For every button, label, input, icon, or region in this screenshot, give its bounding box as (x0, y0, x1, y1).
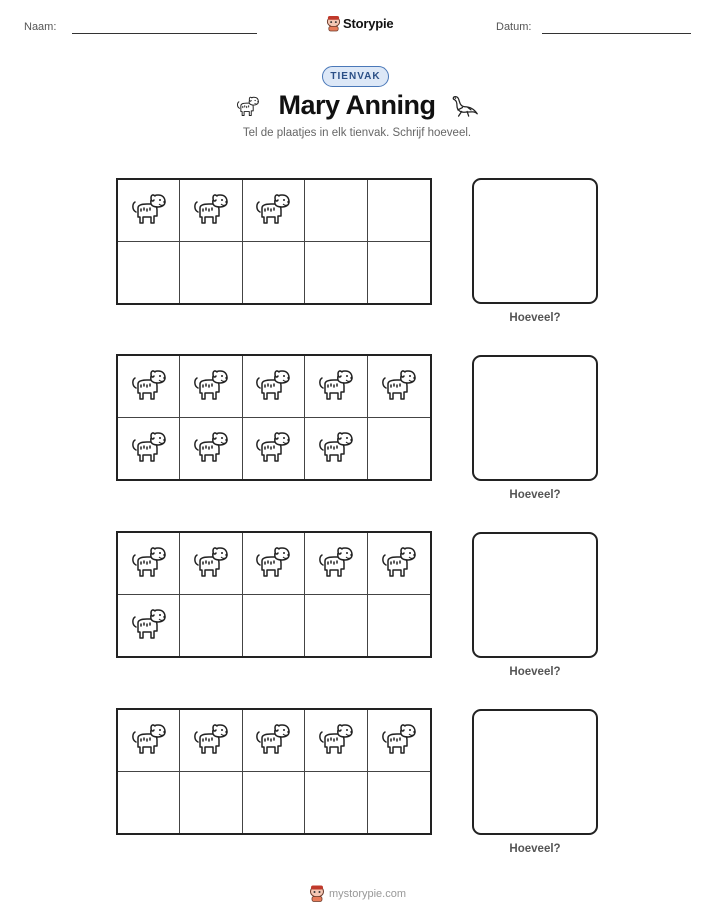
ten-frame-cell (305, 772, 367, 834)
ten-frame-cell (180, 356, 242, 418)
ten-frame-cell (180, 180, 242, 242)
dog-icon (379, 366, 419, 406)
ten-frame-cell (243, 533, 305, 595)
ten-frame-cell (368, 595, 430, 657)
ten-frame-cell (118, 772, 180, 834)
answer-box[interactable] (472, 178, 598, 304)
dog-icon (379, 543, 419, 583)
ten-frame-cell (368, 180, 430, 242)
answer-label: Hoeveel? (509, 489, 561, 501)
ten-frame-cell (118, 418, 180, 480)
storypie-logo-icon (309, 884, 325, 903)
ten-frame-cell (305, 242, 367, 304)
ten-frame-cell (180, 710, 242, 772)
answer-box[interactable] (472, 709, 598, 835)
dog-icon (191, 720, 231, 760)
dog-icon (316, 366, 356, 406)
dog-icon (129, 605, 169, 645)
ten-frame-cell (118, 595, 180, 657)
footer (309, 884, 406, 903)
ten-frame (116, 354, 432, 481)
date-label: Datum: (496, 21, 532, 33)
dog-icon (316, 428, 356, 468)
dog-icon (316, 543, 356, 583)
ten-frame-cell (305, 356, 367, 418)
dog-icon (191, 543, 231, 583)
dog-icon (253, 543, 293, 583)
ten-frame-cell (368, 710, 430, 772)
ten-frame (116, 708, 432, 835)
dog-icon (129, 720, 169, 760)
ten-frame-cell (118, 242, 180, 304)
ten-frame-cell (368, 772, 430, 834)
dog-icon (253, 428, 293, 468)
ten-frame-cell (243, 418, 305, 480)
ten-frame-cell (368, 533, 430, 595)
ten-frame-cell (243, 710, 305, 772)
ten-frame-cell (180, 418, 242, 480)
dog-icon (191, 190, 231, 230)
ten-frame-cell (180, 772, 242, 834)
ten-frame-cell (305, 533, 367, 595)
answer-label: Hoeveel? (509, 843, 561, 855)
name-write-line (72, 33, 257, 34)
instructions: Tel de plaatjes in elk tienvak. Schrijf hoeveel. (242, 127, 472, 139)
footer-url: mystorypie.com (329, 887, 407, 900)
dog-icon (253, 720, 293, 760)
ten-frame-cell (243, 595, 305, 657)
dog-icon (253, 366, 293, 406)
brand-name: Storypie (343, 15, 394, 31)
dog-icon (253, 190, 293, 230)
page-title: Mary Anning (278, 90, 436, 120)
answer-box[interactable] (472, 532, 598, 658)
answer-label: Hoeveel? (509, 666, 561, 678)
dog-icon (316, 720, 356, 760)
date-write-line (542, 33, 691, 34)
answer-box[interactable] (472, 355, 598, 481)
ten-frame-cell (180, 533, 242, 595)
ten-frame-cell (243, 356, 305, 418)
ten-frame-cell (243, 180, 305, 242)
dog-icon (191, 428, 231, 468)
worksheet-type-badge: TIENVAK (322, 66, 389, 87)
ten-frame-cell (243, 772, 305, 834)
ten-frame-cell (118, 356, 180, 418)
ten-frame-cell (305, 595, 367, 657)
ten-frame (116, 531, 432, 658)
ten-frame-cell (118, 710, 180, 772)
ten-frame-cell (305, 710, 367, 772)
answer-label: Hoeveel? (509, 312, 561, 324)
dog-icon (129, 428, 169, 468)
ten-frame-cell (368, 356, 430, 418)
ten-frame (116, 178, 432, 305)
dog-icon (129, 366, 169, 406)
ten-frame-cell (180, 595, 242, 657)
ten-frame-cell (118, 533, 180, 595)
name-label: Naam: (24, 21, 57, 33)
dog-icon (129, 190, 169, 230)
ten-frame-cell (243, 242, 305, 304)
brand (326, 13, 393, 33)
dog-icon (191, 366, 231, 406)
storypie-logo-icon (326, 15, 341, 32)
ten-frame-cell (180, 242, 242, 304)
plesiosaur-icon (448, 92, 480, 120)
ten-frame-cell (305, 418, 367, 480)
ten-frame-cell (305, 180, 367, 242)
ten-frame-cell (118, 180, 180, 242)
dog-icon (379, 720, 419, 760)
ten-frame-cell (368, 418, 430, 480)
ten-frame-cell (368, 242, 430, 304)
dog-icon (129, 543, 169, 583)
